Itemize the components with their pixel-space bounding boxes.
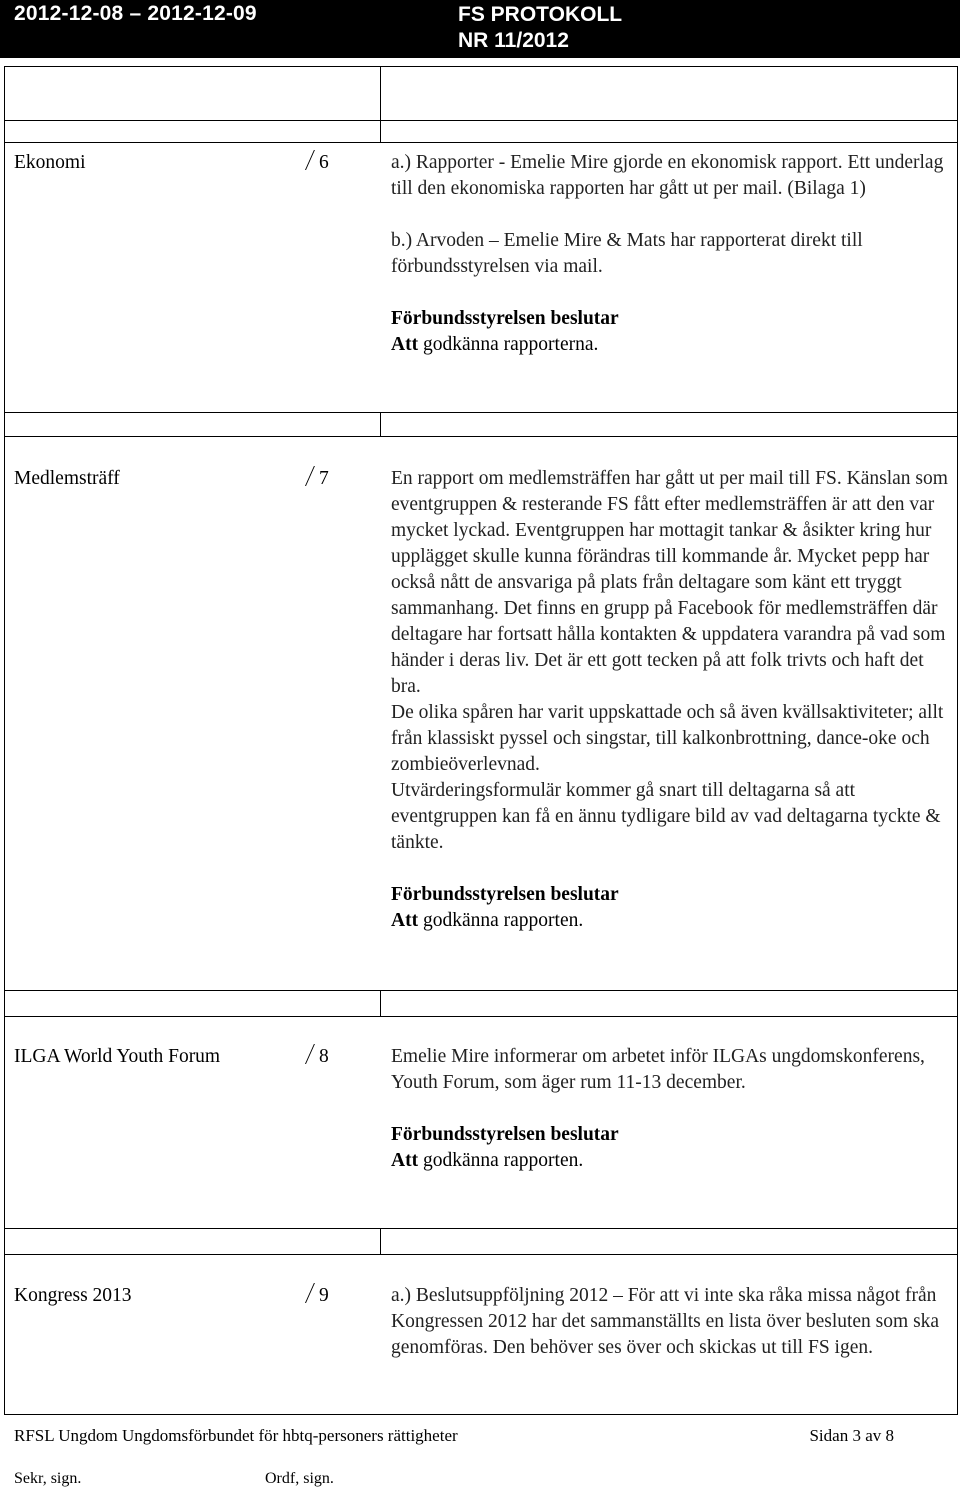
decision-att: Att	[391, 910, 419, 931]
decision-text: godkänna rapporten.	[422, 1150, 584, 1171]
section-topic: ILGA World Youth Forum	[14, 1046, 221, 1067]
paragraph: b.) Arvoden – Emelie Mire & Mats har rapporterat direkt till förbundsstyrelsen via mail.	[391, 230, 863, 277]
table-rule	[4, 1016, 958, 1017]
protocol-title-line2: NR 11/2012	[458, 29, 569, 52]
table-border-right	[957, 66, 958, 1414]
section-sign-icon	[305, 1283, 315, 1305]
decision-heading: Förbundsstyrelsen beslutar	[391, 884, 619, 905]
section-content	[391, 150, 951, 358]
table-rule	[4, 1254, 958, 1255]
table-rule	[4, 436, 958, 437]
column-divider	[380, 412, 381, 436]
paragraph: En rapport om medlemsträffen har gått ut per mail till FS. Känslan som eventgruppen & resterande FS fått efter medlemsträffen är att den var mycket lyckad. Eventgruppen har mottagit tankar & åsikter kring hur upplägget skulle kunna förändras till kommande år. Mycket pepp har också nått de ansvariga på plats från deltagare som känt ett tryggt sammanhang. Det finns en grupp på Facebook för medlemsträffen där deltagare har fortsatt hålla kontakten & uppdatera varandra på vad som händer i deras liv. Det är ett gott tecken på att folk trivts och haft det bra.	[391, 468, 948, 697]
table-rule	[4, 1228, 958, 1229]
table-rule	[4, 142, 958, 143]
column-divider	[380, 66, 381, 142]
section-content	[391, 466, 951, 934]
decision-text: godkänna rapporterna.	[422, 334, 599, 355]
decision-heading: Förbundsstyrelsen beslutar	[391, 1124, 619, 1145]
footer-rule	[4, 1414, 958, 1415]
decision-att: Att	[391, 1150, 419, 1171]
table-rule	[4, 120, 958, 121]
section-number: 7	[305, 466, 365, 492]
section-sign-icon	[305, 466, 315, 488]
section-sign-icon	[305, 1044, 315, 1066]
decision-heading: Förbundsstyrelsen beslutar	[391, 308, 619, 329]
section-topic: Kongress 2013	[14, 1285, 132, 1306]
paragraph: Utvärderingsformulär kommer gå snart till deltagarna så att eventgruppen kan få en ännu tydligare bild av vad deltagarna tyckte & tänkte.	[391, 780, 941, 853]
section-number: 6	[305, 150, 365, 176]
section-number: 9	[305, 1283, 365, 1309]
section-topic: Ekonomi	[14, 152, 86, 173]
decision-block	[391, 306, 951, 358]
table-rule	[4, 990, 958, 991]
document-header	[0, 0, 960, 58]
paragraph: a.) Beslutsuppföljning 2012 – För att vi inte ska råka missa något från Kongressen 2012 har det sammanställts en lista över besluten som ska genomföras. Den behöver ses över och skickas ut till FS igen.	[391, 1285, 940, 1358]
decision-text: godkänna rapporten.	[422, 910, 584, 931]
page-number: Sidan 3 av 8	[809, 1426, 894, 1445]
decision-block	[391, 882, 951, 934]
table-rule	[4, 66, 958, 67]
organization-name: RFSL Ungdom Ungdomsförbundet för hbtq-personers rättigheter	[14, 1426, 458, 1445]
decision-block	[391, 1122, 951, 1174]
decision-att: Att	[391, 334, 419, 355]
protocol-title-line1: FS PROTOKOLL	[458, 3, 623, 26]
section-sign-icon	[305, 150, 315, 172]
column-divider	[380, 990, 381, 1016]
section-topic: Medlemsträff	[14, 468, 120, 489]
chair-signature-label: Ordf, sign.	[265, 1470, 334, 1487]
section-content	[391, 1283, 951, 1361]
section-content	[391, 1044, 951, 1174]
section-number: 8	[305, 1044, 365, 1070]
meeting-dates: 2012-12-08 – 2012-12-09	[14, 2, 257, 25]
paragraph: De olika spåren har varit uppskattade och så även kvällsaktiviteter; allt från klassiskt pyssel och singstar, till kalkonbrottning, dance-oke och zombieöverlevnad.	[391, 702, 944, 775]
secretary-signature-label: Sekr, sign.	[14, 1470, 82, 1487]
protocol-title	[458, 2, 622, 54]
paragraph: a.) Rapporter - Emelie Mire gjorde en ekonomisk rapport. Ett underlag till den ekonomiska rapporten har gått ut per mail. (Bilaga 1)	[391, 152, 944, 199]
table-border-left	[4, 66, 5, 1414]
table-rule	[4, 412, 958, 413]
column-divider	[380, 1228, 381, 1254]
paragraph: Emelie Mire informerar om arbetet inför ILGAs ungdomskonferens, Youth Forum, som äger rum 11-13 december.	[391, 1046, 925, 1093]
